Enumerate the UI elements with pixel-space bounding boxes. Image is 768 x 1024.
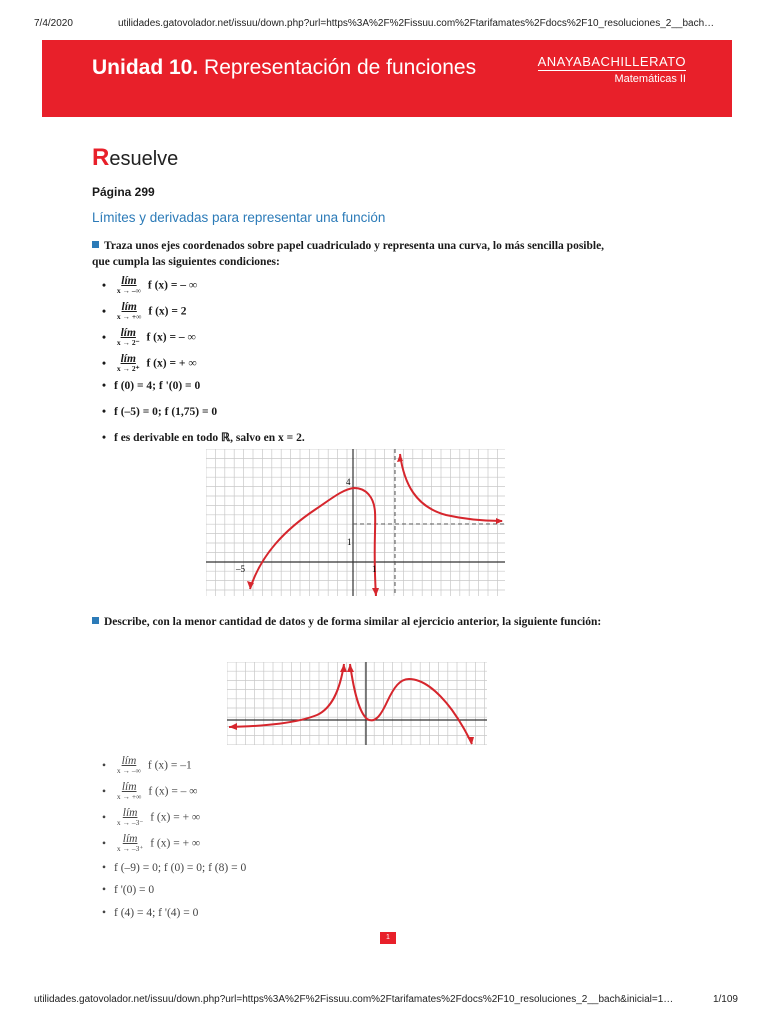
limit-operator: lím x → –3⁻ bbox=[116, 807, 144, 827]
limit-operator: lím x → 2⁻ bbox=[116, 327, 140, 347]
print-footer-url: utilidades.gatovolador.net/issuu/down.php?url=https%3A%2F%2Fissuu.com%2Ftarifamates%2Fdocs%2F10_resoluciones_2__bach&inicial=1… bbox=[34, 994, 674, 1005]
condition-item: • lím x → +∞ f (x) = – ∞ bbox=[102, 781, 198, 801]
limit-operator: lím x → +∞ bbox=[116, 781, 142, 801]
publisher-logo bbox=[538, 54, 686, 85]
condition-item: • lím x → –3⁻ f (x) = + ∞ bbox=[102, 807, 201, 827]
condition-item: • f es derivable en todo ℝ, salvo en x = 2. bbox=[102, 432, 305, 444]
publisher-subject: Matemáticas II bbox=[614, 73, 686, 85]
page-label: Página 299 bbox=[92, 185, 155, 199]
unit-title bbox=[92, 56, 476, 80]
condition-item: • f '(0) = 0 bbox=[102, 884, 155, 896]
section-heading bbox=[92, 144, 178, 172]
condition-expression: f (x) = + ∞ bbox=[150, 837, 201, 850]
condition-expression: f (4) = 4; f '(4) = 0 bbox=[114, 907, 199, 919]
condition-item: • lím x → –∞ f (x) = – ∞ bbox=[102, 275, 198, 295]
page-number: 1 bbox=[380, 932, 396, 944]
publisher-name: ANAYABACHILLERATO bbox=[537, 54, 686, 69]
tick-label-y1: 1 bbox=[347, 537, 352, 547]
print-date: 7/4/2020 bbox=[34, 18, 73, 29]
condition-expression: f (x) = – ∞ bbox=[146, 331, 196, 344]
curve-right-branch bbox=[400, 454, 502, 521]
condition-item: • lím x → +∞ f (x) = 2 bbox=[102, 301, 187, 321]
limit-operator: lím x → –∞ bbox=[116, 275, 141, 295]
condition-expression: f (–9) = 0; f (0) = 0; f (8) = 0 bbox=[114, 862, 247, 874]
condition-item: • f (–5) = 0; f (1,75) = 0 bbox=[102, 406, 218, 418]
curve-left-branch bbox=[250, 488, 376, 596]
unit-number: Unidad 10. bbox=[92, 56, 199, 79]
exercise2-statement bbox=[92, 614, 612, 630]
limit-operator: lím x → +∞ bbox=[116, 301, 142, 321]
condition-expression: f '(0) = 0 bbox=[114, 884, 155, 896]
condition-expression: f (x) = –1 bbox=[147, 759, 192, 772]
arrow-icon bbox=[347, 664, 354, 672]
limit-operator: lím x → –∞ bbox=[116, 755, 141, 775]
exercise1-statement bbox=[92, 238, 612, 270]
section-heading-rest: esuelve bbox=[109, 148, 179, 170]
condition-expression: f (0) = 4; f '(0) = 0 bbox=[114, 380, 201, 392]
section-first-letter: R bbox=[92, 144, 110, 171]
condition-expression: f (x) = + ∞ bbox=[146, 357, 197, 370]
condition-expression: f (x) = – ∞ bbox=[147, 279, 198, 292]
unit-banner bbox=[42, 40, 732, 117]
arrow-icon bbox=[397, 454, 403, 462]
print-url: utilidades.gatovolador.net/issuu/down.php?url=https%3A%2F%2Fissuu.com%2Ftarifamates%2Fdocs%2F10_resoluciones_2__bach… bbox=[118, 18, 715, 29]
graph-grid bbox=[206, 449, 505, 596]
condition-item: • f (4) = 4; f '(4) = 0 bbox=[102, 907, 199, 919]
square-bullet-icon bbox=[92, 617, 99, 624]
arrow-icon bbox=[229, 723, 237, 730]
arrow-icon bbox=[372, 588, 379, 596]
arrow-icon bbox=[340, 664, 347, 672]
condition-item: • lím x → –∞ f (x) = –1 bbox=[102, 755, 192, 775]
limit-operator: lím x → –3⁺ bbox=[116, 833, 144, 853]
tick-label-xm5: –5 bbox=[236, 564, 245, 574]
unit-name: Representación de funciones bbox=[204, 56, 477, 79]
exercise1-graph bbox=[206, 449, 505, 596]
arrow-icon bbox=[496, 518, 503, 524]
subtitle: Límites y derivadas para representar una función bbox=[92, 210, 386, 225]
exercise2-text: Describe, con la menor cantidad de datos y de forma similar al ejercicio anterior, la siguiente función: bbox=[104, 616, 602, 628]
square-bullet-icon bbox=[92, 241, 99, 248]
print-header bbox=[0, 10, 768, 29]
condition-expression: f (x) = – ∞ bbox=[148, 785, 198, 798]
print-page-count: 1/109 bbox=[712, 994, 738, 1005]
tick-label-x1: 1 bbox=[372, 564, 377, 574]
condition-item: • f (0) = 4; f '(0) = 0 bbox=[102, 380, 201, 392]
condition-expression: f (x) = 2 bbox=[148, 305, 187, 318]
exercise1-text: Traza unos ejes coordenados sobre papel cuadriculado y representa una curva, lo más sencilla posible, que cumpla las siguientes condiciones: bbox=[92, 240, 605, 268]
condition-expression: f es derivable en todo ℝ, salvo en x = 2. bbox=[114, 432, 305, 444]
condition-item: • lím x → –3⁺ f (x) = + ∞ bbox=[102, 833, 201, 853]
exercise2-graph bbox=[227, 662, 487, 745]
limit-operator: lím x → 2⁺ bbox=[116, 353, 140, 373]
tick-label-y4: 4 bbox=[346, 477, 351, 487]
condition-item: • f (–9) = 0; f (0) = 0; f (8) = 0 bbox=[102, 862, 247, 874]
condition-expression: f (–5) = 0; f (1,75) = 0 bbox=[114, 406, 218, 418]
condition-item: • lím x → 2⁻ f (x) = – ∞ bbox=[102, 327, 196, 347]
condition-expression: f (x) = + ∞ bbox=[150, 811, 201, 824]
condition-item: • lím x → 2⁺ f (x) = + ∞ bbox=[102, 353, 197, 373]
